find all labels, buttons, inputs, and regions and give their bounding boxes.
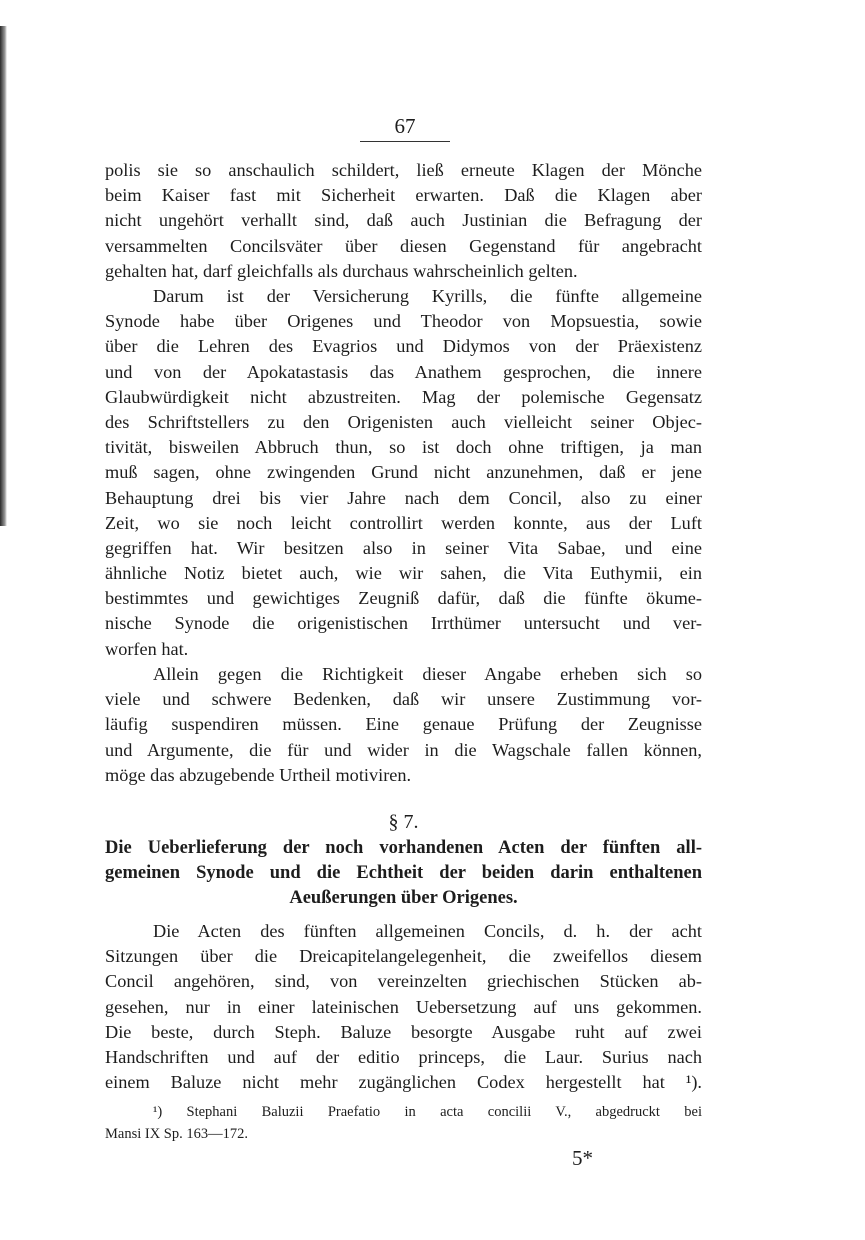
text-line: muß sagen, ohne zwingenden Grund nicht anzunehmen, daß er jene [105, 462, 702, 483]
text-line: des Schriftstellers zu den Origenisten auch vielleicht seiner Objec- [105, 411, 702, 432]
text-line: gesehen, nur in einer lateinischen Uebersetzung auf uns gekommen. [105, 996, 702, 1017]
text-line: Die Acten des fünften allgemeinen Concils, d. h. der acht [153, 921, 702, 941]
text-line: polis sie so anschaulich schildert, ließ erneute Klagen der Mönche [105, 160, 702, 180]
section-number: § 7. [388, 811, 419, 833]
text-line: Die beste, durch Steph. Baluze besorgte Ausgabe ruht auf zwei [105, 1021, 702, 1042]
text-line: gegriffen hat. Wir besitzen also in seiner Vita Sabae, und eine [105, 537, 702, 558]
text-line: bestimmtes und gewichtiges Zeugniß dafür, daß die fünfte ökume- [105, 588, 702, 609]
section-heading [105, 836, 702, 911]
text-line: worfen hat. [105, 638, 189, 659]
text-line: viele und schwere Bedenken, daß wir unsere Zustimmung vor- [105, 689, 702, 710]
footnote-line: ¹) Stephani Baluzii Praefatio in acta concilii V., abgedruckt bei [153, 1104, 702, 1120]
text-line: Darum ist der Versicherung Kyrills, die fünfte allgemeine [153, 286, 702, 306]
text-line: Allein gegen die Richtigkeit dieser Angabe erheben sich so [153, 664, 702, 684]
text-line: Concil angehören, sind, von vereinzelten griechischen Stücken ab- [105, 971, 702, 992]
text-line: Sitzungen über die Dreicapitelangelegenheit, die zweifellos diesem [105, 946, 702, 967]
text-line: läufig suspendiren müssen. Eine genaue Prüfung der Zeugnisse [105, 714, 702, 735]
text-line: Glaubwürdigkeit nicht abzustreiten. Mag der polemische Gegensatz [105, 386, 702, 407]
signature-mark: 5* [572, 1146, 593, 1170]
paragraph-2 [105, 284, 702, 662]
text-line: gehalten hat, darf gleichfalls als durchaus wahrscheinlich gelten. [105, 260, 578, 281]
paragraph-1 [105, 158, 702, 284]
heading-line: Die Ueberlieferung der noch vorhandenen Acten der fünften all- [105, 838, 702, 858]
paragraph-3 [105, 662, 702, 788]
text-line: einem Baluze nicht mehr zugänglichen Codex hergestellt hat ¹). [105, 1072, 702, 1093]
text-line: möge das abzugebende Urtheil motiviren. [105, 764, 412, 785]
text-line: versammelten Concilsväter über diesen Gegenstand für angebracht [105, 235, 702, 256]
page-number: 67 [360, 114, 450, 139]
heading-line: gemeinen Synode und die Echtheit der beiden darin enthaltenen [105, 863, 702, 883]
text-line: Zeit, wo sie noch leicht controllirt werden konnte, aus der Luft [105, 512, 702, 533]
text-line: tivität, bisweilen Abbruch thun, so ist doch ohne triftigen, ja man [105, 437, 702, 458]
text-line: nicht ungehört verhallt sind, daß auch Justinian die Befragung der [105, 210, 702, 231]
text-line: über die Lehren des Evagrios und Didymos von der Präexistenz [105, 336, 702, 357]
footnotes [105, 1101, 702, 1145]
text-line: und Argumente, die für und wider in die Wagschale fallen können, [105, 739, 702, 760]
text-line: Behauptung drei bis vier Jahre nach dem Concil, also zu einer [105, 487, 702, 508]
text-line: Synode habe über Origenes und Theodor von Mopsuestia, sowie [105, 311, 702, 332]
paragraph-4 [105, 919, 702, 1095]
text-line: beim Kaiser fast mit Sicherheit erwarten. Daß die Klagen aber [105, 185, 702, 206]
text-line: nische Synode die origenistischen Irrthümer untersucht und ver- [105, 613, 702, 634]
footnote-line: Mansi IX Sp. 163—172. [105, 1126, 248, 1142]
text-line: Handschriften und auf der editio princeps, die Laur. Surius nach [105, 1046, 702, 1067]
text-line: ähnliche Notiz bietet auch, wie wir sahen, die Vita Euthymii, ein [105, 563, 702, 584]
heading-line: Aeußerungen über Origenes. [289, 888, 518, 908]
binding-shadow [0, 26, 7, 526]
text-line: und von der Apokatastasis das Anathem gesprochen, die innere [105, 361, 702, 382]
